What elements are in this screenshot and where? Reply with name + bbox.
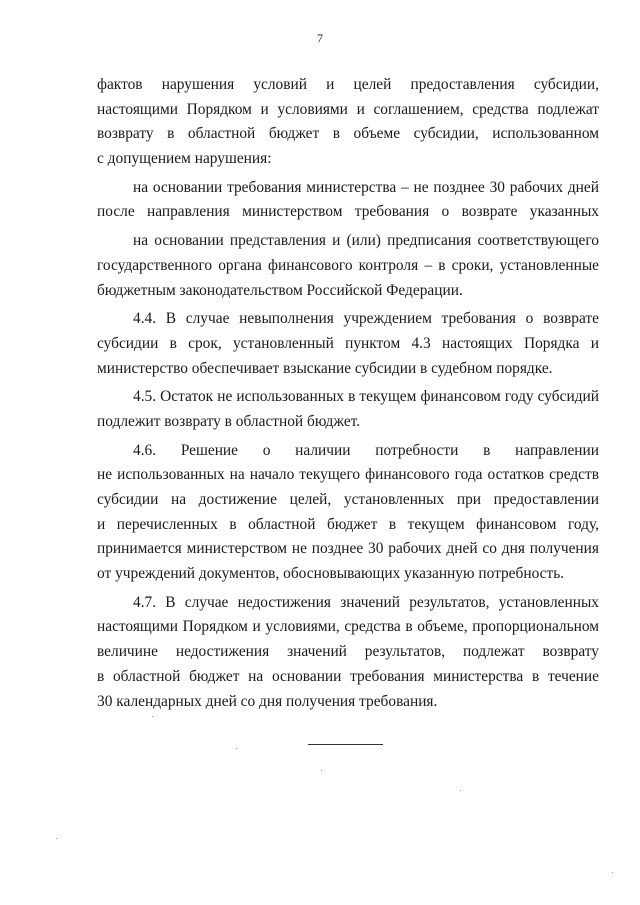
paragraph-4-5 (97, 385, 599, 434)
scan-speck (152, 716, 153, 717)
text-line: величине недостижения значений результатов, подлежат возврату (97, 643, 599, 661)
scan-speck (321, 770, 322, 771)
text-line: возврату в областной бюджет в объеме субсидии, использованном (97, 125, 599, 143)
paragraph-4-6 (97, 439, 599, 587)
text-line: с допущением нарушения: (97, 150, 272, 168)
text-line: 4.6. Решение о наличии потребности в направлении (133, 441, 599, 459)
text-line: фактов нарушения условий и целей предоставления субсидии, (97, 76, 599, 93)
paragraph-4-7 (97, 591, 599, 714)
paragraph-4-4 (97, 307, 599, 381)
text-line: 4.5. Остаток не использованных в текущем финансовом году субсидий (133, 388, 599, 406)
text-line: в областной бюджет на основании требования министерства в течение (97, 667, 599, 685)
paragraph-requirement (97, 176, 599, 225)
text-line: государственного органа финансового контроля – в сроки, установленные (97, 256, 599, 274)
scan-speck (612, 872, 613, 873)
document-body (97, 73, 599, 714)
text-line: настоящими Порядком и условиями, средства в объеме, пропорциональном (97, 618, 599, 636)
paragraph-continuation (97, 73, 599, 172)
end-of-text-rule (308, 744, 383, 745)
text-line: 4.7. В случае недостижения значений результатов, установленных (133, 593, 599, 611)
text-line: 30 календарных дней со дня получения требования. (97, 692, 438, 710)
text-line: и перечисленных в областной бюджет в текущем финансовом году, (97, 515, 599, 533)
text-line: настоящими Порядком и условиями и соглашением, средства подлежат (97, 100, 599, 118)
text-line: от учреждений документов, обосновывающих указанную потребность. (97, 565, 565, 583)
text-line: не использованных на начало текущего финансового года остатков средств (97, 466, 599, 484)
scan-speck (56, 838, 57, 839)
scan-speck (460, 790, 461, 791)
page-number: 7 (317, 31, 323, 45)
text-line: на основании требования министерства – не позднее 30 рабочих дней (133, 178, 599, 196)
text-line: подлежит возврату в областной бюджет. (97, 412, 361, 430)
text-line: принимается министерством не позднее 30 рабочих дней со дня получения (97, 540, 599, 558)
text-line: на основании представления и (или) предписания соответствующего (133, 232, 599, 250)
text-line: бюджетным законодательством Российской Федерации. (97, 281, 463, 299)
paragraph-representation (97, 229, 599, 303)
text-line: субсидии в срок, установленный пунктом 4.3 настоящих Порядка и (97, 334, 599, 352)
text-line: субсидии на достижение целей, установленных при предоставлении (97, 491, 599, 508)
text-line: после направления министерством требования о возврате указанных (97, 203, 599, 221)
text-line: 4.4. В случае невыполнения учреждением требования о возврате (133, 310, 599, 328)
scan-speck (236, 748, 237, 749)
text-line: министерство обеспечивает взыскание субсидии в судебном порядке. (97, 359, 553, 377)
